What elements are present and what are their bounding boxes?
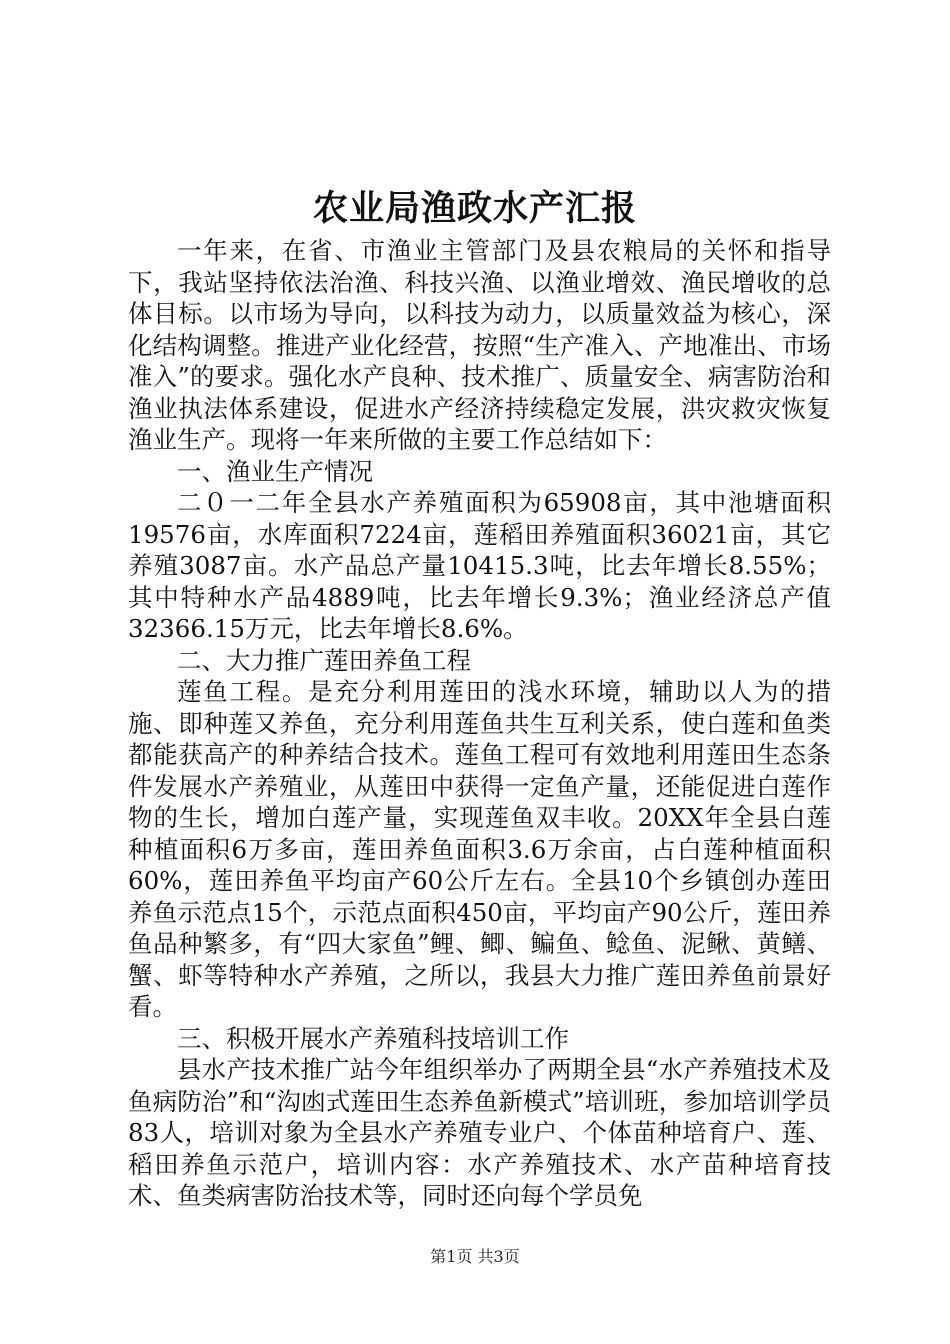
section-heading-1: 一、渔业生产情况 xyxy=(177,456,373,486)
paragraph-lotus-fish: 莲鱼工程。是充分利用莲田的浅水环境，辅助以人为的措施、即种莲又养鱼，充分利用莲鱼共生互利关系，使白莲和鱼类都能获高产的种养结合技术。莲鱼工程可有效地利用莲田生态条件发展水产养殖业，从莲田中获得一定鱼产量，还能促进白莲作物的生长，增加白莲产量，实现莲鱼双丰收。20XX年全县白莲种植面积6万多亩，莲田养鱼面积3.6万余亩，占白莲种植面积60%，莲田养鱼平均亩产60公斤左右。全县10个乡镇创办莲田养鱼示范点15个，示范点面积450亩，平均亩产90公斤，莲田养鱼品种繁多，有“四大家鱼”鲤、鲫、鳊鱼、鲶鱼、泥鳅、黄鳝、蟹、虾等特种水产养殖，之所以，我县大力推广莲田养鱼前景好看。 xyxy=(128,677,831,1021)
document-title: 农业局渔政水产汇报 xyxy=(312,188,637,229)
paragraph-production: 二０一二年全县水产养殖面积为65908亩，其中池塘面积19576亩，水库面积7224亩，莲稻田养殖面积36021亩，其它养殖3087亩。水产品总产量10415.3吨，比去年增长8.55%；其中特种水产品4889吨，比去年增长9.3%；渔业经济总产值32366.15万元，比去年增长8.6%。 xyxy=(128,488,831,643)
section-heading-2: 二、大力推广莲田养鱼工程 xyxy=(177,645,471,675)
paragraph-training: 县水产技术推广站今年组织举办了两期全县“水产养殖技术及鱼病防治”和“沟凼式莲田生态养鱼新模式”培训班，参加培训学员83人，培训对象为全县水产养殖专业户、个体苗种培育户、莲、稻田养鱼示范户，培训内容：水产养殖技术、水产苗种培育技术、鱼类病害防治技术等，同时还向每个学员免 xyxy=(128,1055,831,1210)
document-body xyxy=(128,235,831,1212)
page-footer: 第1页 共3页 xyxy=(430,1247,520,1266)
intro-paragraph: 一年来，在省、市渔业主管部门及县农粮局的关怀和指导下，我站坚持依法治渔、科技兴渔、以渔业增效、渔民增收的总体目标。以市场为导向，以科技为动力，以质量效益为核心，深化结构调整。推进产业化经营，按照“生产准入、产地准出、市场准入”的要求。强化水产良种、技术推广、质量安全、病害防治和渔业执法体系建设，促进水产经济持续稳定发展，洪灾救灾恢复渔业生产。现将一年来所做的主要工作总结如下： xyxy=(128,236,831,454)
section-heading-3: 三、积极开展水产养殖科技培训工作 xyxy=(177,1023,569,1053)
